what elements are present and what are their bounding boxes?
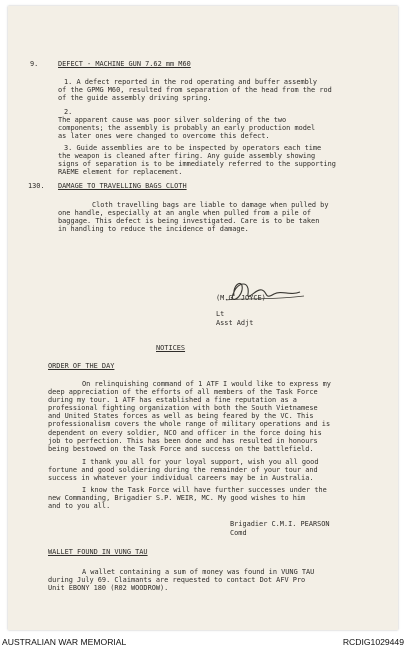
item-130-para: Cloth travelling bags are liable to damage when pulled by one handle, especially at an angle when pulled from a pile of baggage. This defect is being investigated. Care is to be taken in handling to reduce the incidence of damage. <box>58 201 329 234</box>
wallet-heading: WALLET FOUND IN VUNG TAU <box>48 548 148 556</box>
footer-record-id: RCDIG1029449 <box>342 637 404 647</box>
item-129-para-2: 2. The apparent cause was poor silver soldering of the two components; the assembly is probably an early production model as later ones were changed to overcome this defect. <box>58 108 316 141</box>
wallet-para: A wallet containing a sum of money was found in VUNG TAU during July 69. Claimants are requested to contact Dot AFV Pro Unit EBONY 180 (R02 WOODROW). <box>48 568 315 593</box>
notices-heading: NOTICES <box>156 344 186 352</box>
order-of-day-para-3: I know the Task Force will have further successes under the new Commanding, Brigadier S.P. WEIR, MC. My good wishes to him and to you all. <box>48 486 327 511</box>
order-of-day-para-1: On relinquishing command of 1 ATF I would like to express my deep appreciation of the efforts of all members of the Task Force during my tour. 1 ATF has established a fine reputation as a professional fighting organization with both the South Vietnamese and United States forces as well as being feared by the VC. This professionalism covers the whole range of military operations and is dependent on every soldier, NCO and officer in the force doing his job to perfection. This has been done and has resulted in honours being bestowed on the Task Force and success on the battlefield. <box>48 380 331 453</box>
item-129-para-1: 1. A defect reported in the rod operating and buffer assembly of the GPMG M60, resulted from separation of the head from the rod of the guide assembly driving spring. <box>58 78 332 103</box>
document-page <box>8 6 398 630</box>
item-129-para-3: 3. Guide assemblies are to be inspected by operators each time the weapon is cleaned after firing. Any guide assembly showing signs of separation is to be immediately referred to the supporting RAEME element for replacement. <box>58 144 336 177</box>
item-130-heading: DAMAGE TO TRAVELLING BAGS CLOTH <box>58 182 187 190</box>
footer-source-label: AUSTRALIAN WAR MEMORIAL <box>2 637 127 647</box>
order-of-day-para-2: I thank you all for your loyal support, wish you all good fortune and good soldiering during the remainder of your tour and success in whatever your individual careers may be in Australia. <box>48 458 319 483</box>
item-130-number: 130. <box>28 182 45 190</box>
item-129-number: 9. <box>30 60 39 68</box>
signatory-2-name: Brigadier C.M.I. PEARSON <box>230 520 330 528</box>
signatory-1-rank: Lt <box>216 310 225 318</box>
signatory-1-role: Asst Adjt <box>216 319 254 327</box>
signatory-1-name: (M.G. JOYCE) <box>216 294 266 302</box>
item-129-heading: DEFECT - MACHINE GUN 7.62 mm M60 <box>58 60 191 68</box>
archive-footer <box>0 636 408 650</box>
order-of-day-heading: ORDER OF THE DAY <box>48 362 115 370</box>
signatory-2-role: Comd <box>230 529 247 537</box>
